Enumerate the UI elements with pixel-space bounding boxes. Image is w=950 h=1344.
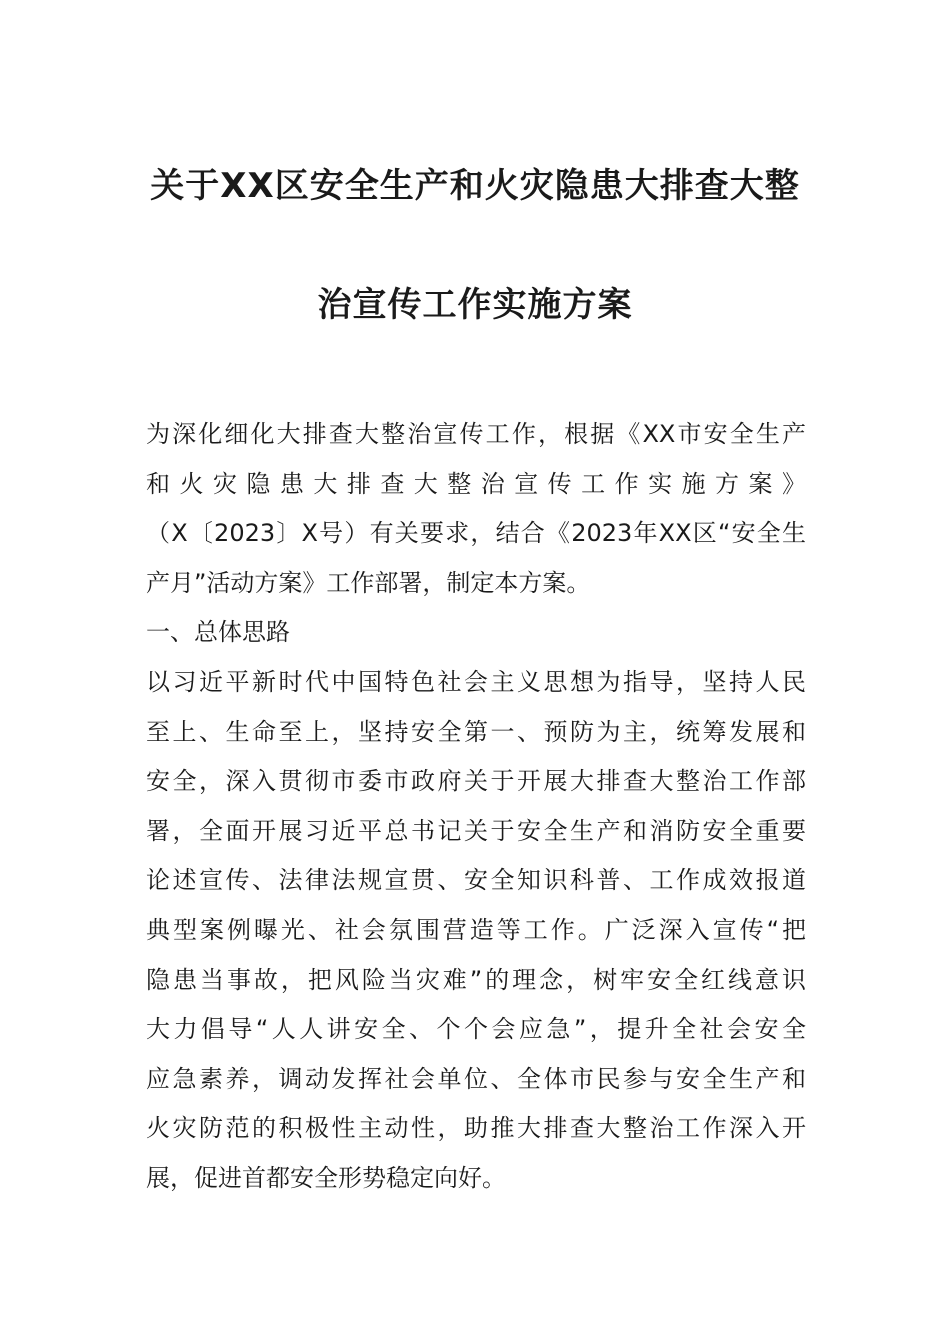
paragraph-line: 展，促进首都安全形势稳定向好。 [146, 1163, 506, 1192]
paragraph-line: 典型案例曝光、社会氛围营造等工作。广泛深入宣传“把 [146, 915, 806, 944]
document-title-line-1: 关于XX区安全生产和火灾隐患大排查大整 [150, 166, 800, 206]
paragraph-line: 至上、生命至上，坚持安全第一、预防为主，统筹发展和 [146, 717, 806, 746]
paragraph-line: 大力倡导“人人讲安全、个个会应急”，提升全社会安全 [146, 1015, 806, 1044]
intro-paragraph [146, 410, 806, 608]
paragraph-line: 应急素养，调动发挥社会单位、全体市民参与安全生产和 [146, 1064, 806, 1093]
paragraph-line: 火灾防范的积极性主动性，助推大排查大整治工作深入开 [146, 1114, 806, 1143]
paragraph-line: 论述宣传、法律法规宣贯、安全知识科普、工作成效报道 [146, 866, 806, 895]
paragraph-line: 安全，深入贯彻市委市政府关于开展大排查大整治工作部 [146, 767, 806, 796]
paragraph-line: 隐患当事故，把风险当灾难”的理念，树牢安全红线意识 [146, 965, 806, 994]
document-title-line-2: 治宣传工作实施方案 [317, 285, 633, 325]
paragraph-line: 产月”活动方案》工作部署，制定本方案。 [146, 568, 591, 597]
paragraph-line: 署，全面开展习近平总书记关于安全生产和消防安全重要 [146, 816, 806, 845]
paragraph-line: 为深化细化大排查大整治宣传工作，根据《XX市安全生产 [146, 420, 806, 448]
paragraph-line: （X〔2023〕X号）有关要求，结合《2023年XX区“安全生 [146, 519, 806, 548]
section-heading-text: 一、总体思路 [146, 618, 290, 647]
document-body [146, 410, 806, 1204]
section-heading [146, 608, 806, 658]
overall-approach-paragraph [146, 658, 806, 1204]
paragraph-line: 以习近平新时代中国特色社会主义思想为指导，坚持人民 [146, 667, 806, 696]
paragraph-line: 和火灾隐患大排查大整治宣传工作实施方案》 [146, 469, 806, 498]
